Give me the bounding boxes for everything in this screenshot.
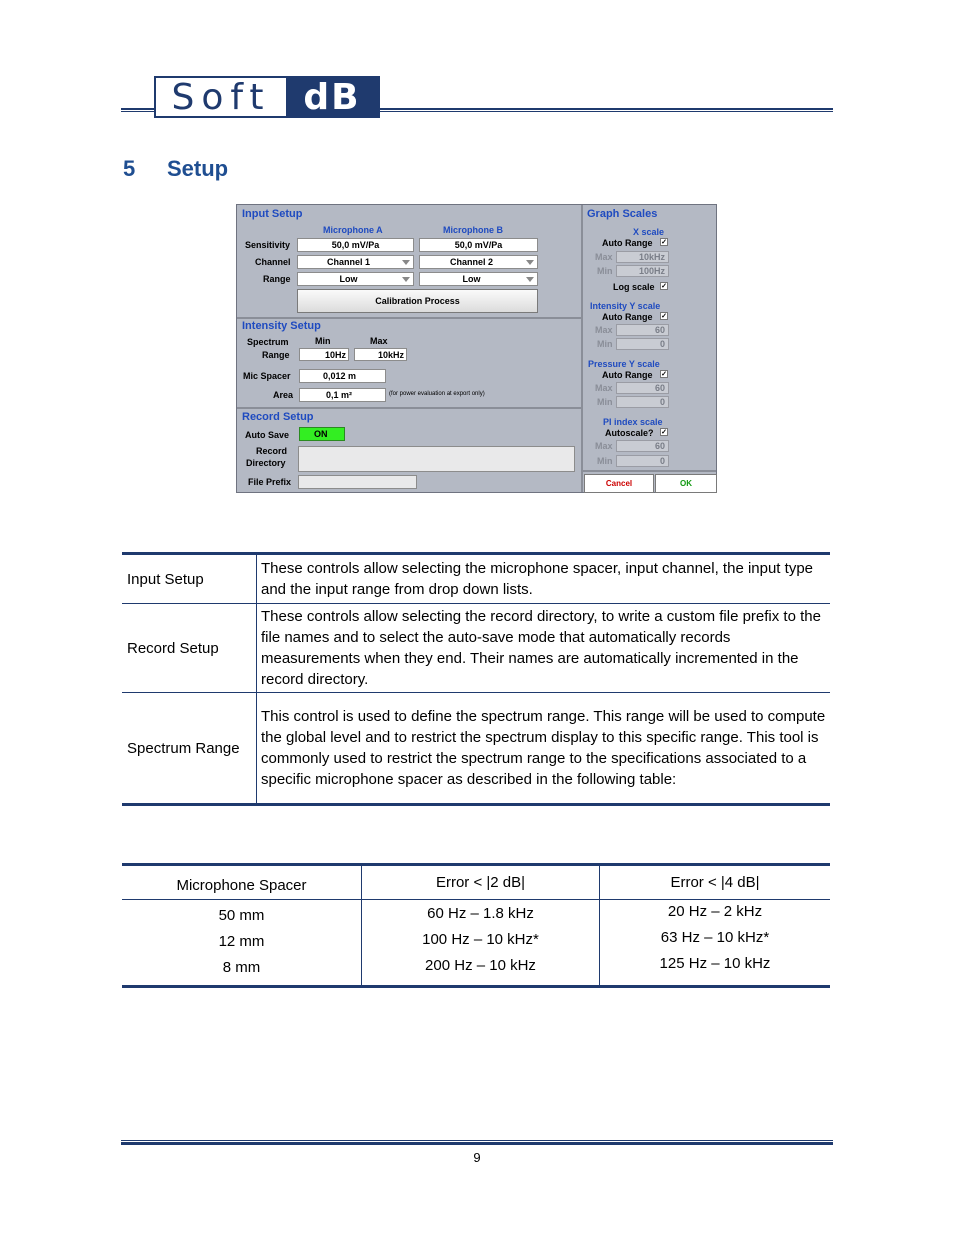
intensity-max-label: Max <box>595 325 613 335</box>
range-a-dropdown[interactable] <box>297 272 414 286</box>
area-field[interactable]: 0,1 m² <box>299 388 386 402</box>
header-error-2db: Error < |2 dB| <box>362 865 600 900</box>
spacer-table <box>122 863 830 988</box>
x-scale-title: X scale <box>633 227 665 237</box>
intensity-min-field[interactable]: 0 <box>616 338 669 350</box>
row-name: Spectrum Range <box>122 693 257 805</box>
intensity-max-field[interactable]: 60 <box>616 324 669 336</box>
divider-intensity-record <box>237 407 581 409</box>
pi-autoscale-label: Autoscale? <box>605 428 654 438</box>
row-description: These controls allow selecting the microphone spacer, input channel, the input type and the input range from drop down lists. <box>257 554 831 604</box>
range-value: 63 Hz – 10 kHz* <box>660 929 770 946</box>
table-header-row <box>122 865 830 900</box>
logo-db-text: dB <box>286 78 378 116</box>
error-4db-column <box>600 900 831 987</box>
channel-b-dropdown[interactable] <box>419 255 538 269</box>
section-number: 5 <box>123 156 136 181</box>
table-row <box>122 554 830 604</box>
record-label: Record <box>256 446 288 456</box>
section-title: Setup <box>167 156 229 181</box>
pressure-auto-range-checkbox[interactable]: ✓ <box>661 371 667 378</box>
spectrum-min-field[interactable]: 10Hz <box>299 348 349 361</box>
spectrum-label: Spectrum <box>247 337 289 347</box>
pi-index-scale-title: PI index scale <box>603 417 663 427</box>
pressure-max-field[interactable]: 60 <box>616 382 669 394</box>
range-value: 20 Hz – 2 kHz <box>667 903 763 920</box>
range-a-value: Low <box>339 274 358 284</box>
description-table <box>122 552 830 806</box>
x-max-label: Max <box>595 252 613 262</box>
file-prefix-field[interactable] <box>298 475 417 489</box>
area-note: (for power evaluation at export only) <box>389 391 485 397</box>
intensity-y-scale-title: Intensity Y scale <box>590 301 661 311</box>
table-row <box>122 900 830 987</box>
pressure-min-label: Min <box>597 397 613 407</box>
auto-save-toggle[interactable]: ON <box>299 427 345 441</box>
x-auto-range-checkbox[interactable]: ✓ <box>661 239 667 246</box>
channel-b-value: Channel 2 <box>449 257 493 267</box>
graph-scales-title: Graph Scales <box>587 208 658 220</box>
spacer-value: 8 mm <box>222 959 261 976</box>
spectrum-max-header: Max <box>370 336 388 346</box>
footer-rule-bottom <box>121 1142 833 1145</box>
mic-b-header: Microphone B <box>443 225 503 235</box>
pressure-min-field[interactable]: 0 <box>616 396 669 408</box>
pi-max-field[interactable]: 60 <box>616 440 669 452</box>
range-value: 100 Hz – 10 kHz* <box>422 931 539 948</box>
footer-rule-top <box>121 1140 833 1141</box>
header-error-4db: Error < |4 dB| <box>600 865 831 900</box>
row-name: Record Setup <box>122 604 257 693</box>
mic-spacer-field[interactable]: 0,012 m <box>299 369 386 383</box>
pressure-y-scale-title: Pressure Y scale <box>588 359 660 369</box>
row-description: These controls allow selecting the record directory, to write a custom file prefix to the file names and to select the auto-save mode that automatically records measurements when they end. Their names are automatically incremented in the record directory. <box>257 604 831 693</box>
file-prefix-label: File Prefix <box>248 477 292 487</box>
range-value: 125 Hz – 10 kHz <box>659 955 771 972</box>
pressure-max-label: Max <box>595 383 613 393</box>
spectrum-max-field[interactable]: 10kHz <box>354 348 407 361</box>
divider-vertical <box>581 205 583 492</box>
input-setup-title: Input Setup <box>242 208 303 220</box>
mic-spacer-label: Mic Spacer <box>243 371 291 381</box>
range-b-value: Low <box>462 274 481 284</box>
pi-max-label: Max <box>595 441 613 451</box>
spacer-value: 50 mm <box>218 907 265 924</box>
intensity-auto-range-checkbox[interactable]: ✓ <box>661 313 667 320</box>
range-b-dropdown[interactable] <box>419 272 538 286</box>
chevron-down-icon <box>526 277 534 282</box>
sensitivity-b-field[interactable]: 50,0 mV/Pa <box>419 238 538 252</box>
directory-label: Directory <box>246 458 286 468</box>
spacer-column <box>122 900 362 987</box>
row-name: Input Setup <box>122 554 257 604</box>
range-value: 200 Hz – 10 kHz <box>425 957 536 974</box>
calibration-process-button[interactable]: Calibration Process <box>297 289 538 313</box>
record-setup-title: Record Setup <box>242 411 314 423</box>
log-scale-label: Log scale <box>613 282 655 292</box>
intensity-setup-title: Intensity Setup <box>242 320 321 332</box>
area-label: Area <box>273 390 294 400</box>
softdb-logo <box>154 76 380 118</box>
channel-a-dropdown[interactable] <box>297 255 414 269</box>
log-scale-checkbox[interactable]: ✓ <box>661 283 667 290</box>
mic-a-header: Microphone A <box>323 225 383 235</box>
x-min-label: Min <box>597 266 613 276</box>
range-value: 60 Hz – 1.8 kHz <box>427 905 534 922</box>
divider-input-intensity <box>237 317 581 319</box>
sensitivity-label: Sensitivity <box>245 240 291 250</box>
chevron-down-icon <box>402 260 410 265</box>
channel-label: Channel <box>255 257 291 267</box>
table-row <box>122 604 830 693</box>
pi-autoscale-checkbox[interactable]: ✓ <box>661 429 667 436</box>
spectrum-min-header: Min <box>315 336 331 346</box>
chevron-down-icon <box>402 277 410 282</box>
logo-soft-text: Soft <box>171 76 271 118</box>
x-max-field[interactable]: 10kHz <box>616 251 669 263</box>
record-directory-field[interactable] <box>298 446 575 472</box>
spectrum-range-label: Range <box>262 350 290 360</box>
table-row <box>122 693 830 805</box>
auto-save-label: Auto Save <box>245 430 290 440</box>
range-label: Range <box>263 274 291 284</box>
x-min-field[interactable]: 100Hz <box>616 265 669 277</box>
cancel-button[interactable]: Cancel <box>584 474 654 493</box>
spacer-value: 12 mm <box>218 933 265 950</box>
header-spacer: Microphone Spacer <box>122 865 362 900</box>
pi-min-label: Min <box>597 456 613 466</box>
pressure-auto-range-label: Auto Range <box>602 370 653 380</box>
section-heading <box>123 156 228 182</box>
sensitivity-a-field[interactable]: 50,0 mV/Pa <box>297 238 414 252</box>
divider-buttons <box>583 470 716 472</box>
error-2db-column <box>362 900 600 987</box>
intensity-min-label: Min <box>597 339 613 349</box>
setup-panel <box>236 204 717 493</box>
chevron-down-icon <box>526 260 534 265</box>
row-description: This control is used to define the spectrum range. This range will be used to compute the global level and to restrict the spectrum display to this specific range. This tool is commonly used to restrict the spectrum range to the specifications associated to a specific microphone spacer as described in the following table: <box>257 693 831 805</box>
ok-button[interactable]: OK <box>655 474 717 493</box>
pi-min-field[interactable]: 0 <box>616 455 669 467</box>
channel-a-value: Channel 1 <box>326 257 370 267</box>
x-auto-range-label: Auto Range <box>602 238 653 248</box>
intensity-auto-range-label: Auto Range <box>602 312 653 322</box>
page-number: 9 <box>473 1150 481 1165</box>
